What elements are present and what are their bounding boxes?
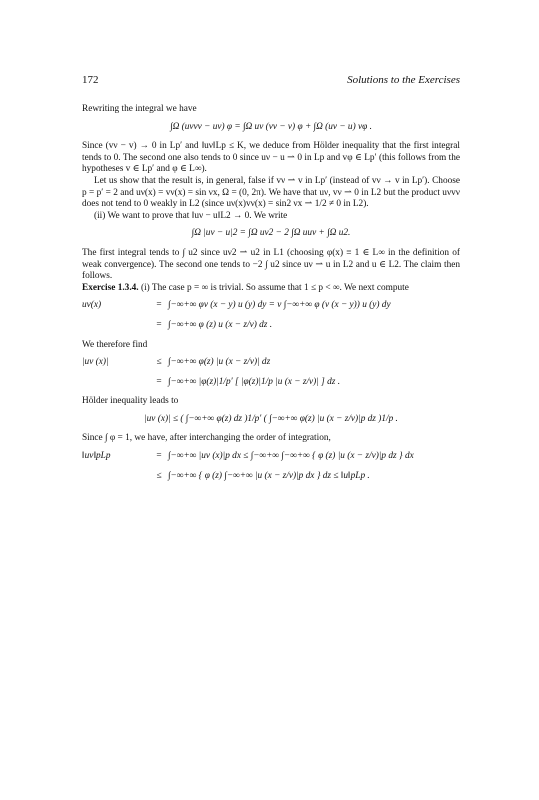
equation-lp-norm bbox=[82, 451, 460, 482]
page-header bbox=[82, 74, 460, 88]
eq3-rel2: = bbox=[156, 319, 162, 330]
eq6-rhs2: ∫−∞+∞ { φ (z) ∫−∞+∞ |u (x − z/ν)|p dx } dz ≤ ‖u‖pLp . bbox=[168, 470, 370, 481]
eq4-rhs2: ∫−∞+∞ |φ(z)|1/p′ [ |φ(z)|1/p |u (x − z/ν)| ] dz . bbox=[168, 376, 341, 387]
text-body bbox=[82, 104, 460, 490]
equation-norm-expansion: ∫Ω |uν − u|2 = ∫Ω uν2 − 2 ∫Ω uuν + ∫Ω u2. bbox=[191, 228, 351, 239]
paragraph-part-ii: (ii) We want to prove that ‖uν − u‖L2 → 0. We write bbox=[94, 210, 288, 221]
eq3-rel1: = bbox=[156, 300, 162, 311]
paragraph-exercise-1-3-4 bbox=[82, 283, 460, 295]
eq6-lhs: ‖uν‖pLp bbox=[82, 451, 111, 462]
paragraph-holder-leads: Hölder inequality leads to bbox=[82, 396, 179, 407]
eq4-rel2: = bbox=[156, 376, 162, 387]
paragraph-therefore: We therefore find bbox=[82, 339, 148, 350]
equation-abs-bound bbox=[82, 357, 460, 388]
eq3-rhs1: ∫−∞+∞ φν (x − y) u (y) dy = ν ∫−∞+∞ φ (ν (x − y)) u (y) dy bbox=[168, 300, 391, 311]
eq3-lhs: uν(x) bbox=[82, 300, 102, 311]
eq4-lhs: |uν (x)| bbox=[82, 357, 109, 368]
eq6-rhs1: ∫−∞+∞ |uν (x)|p dx ≤ ∫−∞+∞ ∫−∞+∞ { φ (z) |u (x − z/ν)|p dz } dx bbox=[168, 451, 414, 462]
eq4-rel1: ≤ bbox=[156, 357, 162, 368]
page-number: 172 bbox=[82, 74, 99, 86]
paragraph-counterexample: Let us show that the result is, in general, false if vν ⇀ v in Lp′ (instead of vν → v in Lp′). Choose p = p′ = 2 and uν(x) = vν(x) = sin νx, Ω = (0, 2π). We have that uν, vν ⇀ 0 in L2 but the product uνvν does not tend to 0 weakly in L2 (since uν(x)vν(x) = sin2 νx ⇀ 1/2 ≠ 0 in L2). bbox=[82, 175, 460, 210]
running-head: Solutions to the Exercises bbox=[347, 74, 460, 86]
eq6-rel2: ≤ bbox=[156, 470, 162, 481]
exercise-text: (i) The case p = ∞ is trivial. So assume that 1 ≤ p < ∞. We next compute bbox=[140, 282, 409, 293]
eq3-rhs2: ∫−∞+∞ φ (z) u (x − z/ν) dz . bbox=[168, 319, 273, 330]
eq4-rhs1: ∫−∞+∞ φ(z) |u (x − z/ν)| dz bbox=[168, 357, 271, 368]
eq6-rel1: = bbox=[156, 451, 162, 462]
paragraph-since-holder: Since (vν − v) → 0 in Lp′ and ‖uν‖Lp ≤ K, we deduce from Hölder inequality that the first integral tends to 0. The second one also tends to 0 since uν − u ⇀ 0 in Lp and vφ ∈ Lp′ (this follows from the hypotheses v ∈ Lp′ and φ ∈ L∞). bbox=[82, 141, 460, 175]
paragraph-interchange: Since ∫ φ = 1, we have, after interchanging the order of integration, bbox=[82, 433, 331, 444]
paragraph-first-integral: The first integral tends to ∫ u2 since uν2 ⇀ u2 in L1 (choosing φ(x) ≡ 1 ∈ L∞ in the definition of weak convergence). The second one tends to −2 ∫ u2 since uν ⇀ u in L2 and u ∈ L2. The claim then follows. bbox=[82, 247, 460, 282]
paragraph-rewriting: Rewriting the integral we have bbox=[82, 104, 197, 114]
exercise-label: Exercise 1.3.4. bbox=[82, 282, 139, 293]
equation-product-split: ∫Ω (uνvν − uv) φ = ∫Ω uν (vν − v) φ + ∫Ω (uν − u) vφ . bbox=[170, 121, 372, 132]
equation-holder: |uν (x)| ≤ ( ∫−∞+∞ φ(z) dz )1/p′ ( ∫−∞+∞ φ(z) |u (x − z/ν)|p dz )1/p . bbox=[144, 413, 398, 424]
equation-convolution bbox=[82, 300, 460, 331]
